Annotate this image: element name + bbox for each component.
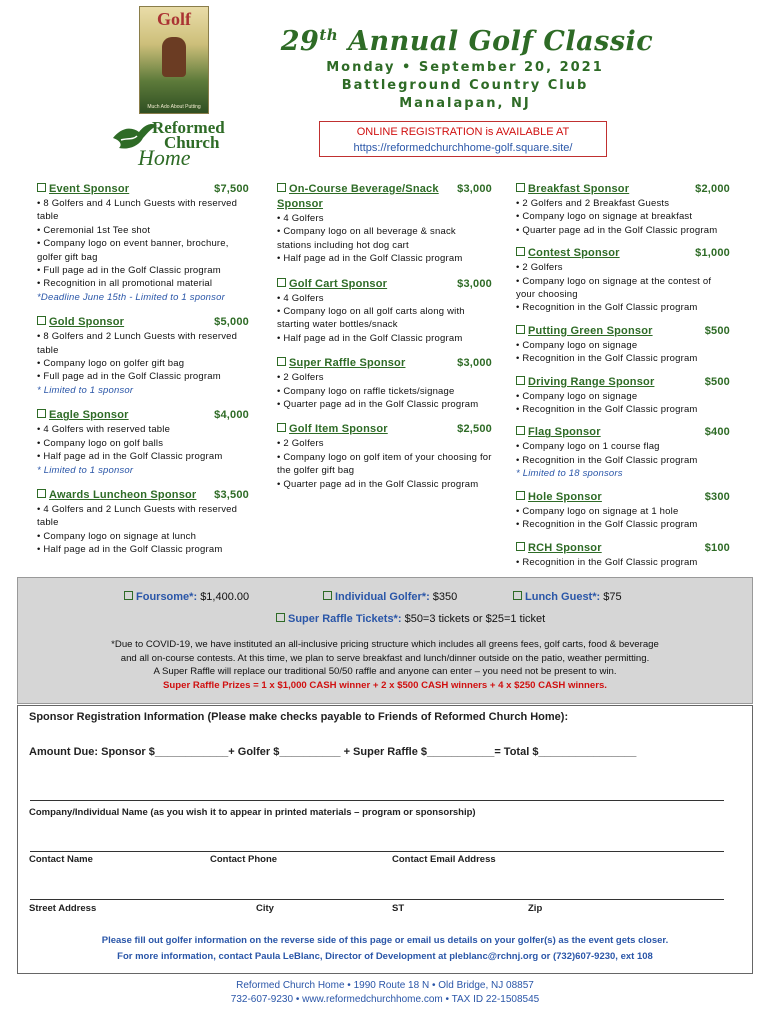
limit-note: * Limited to 1 sponsor	[37, 464, 134, 476]
contact-phone-label: Contact Phone	[210, 854, 278, 865]
benefit-item: • Recognition in all promotional material	[37, 278, 213, 290]
checkbox-icon[interactable]	[516, 491, 525, 500]
sponsor-price: $4,000	[214, 409, 249, 422]
sponsor-section	[516, 490, 730, 532]
benefit-item: • 8 Golfers and 4 Lunch Guests with reserved table	[37, 198, 238, 223]
benefit-item: • Recognition in the Golf Classic program	[516, 404, 698, 416]
benefit-item: • Half page ad in the Golf Classic program	[277, 253, 463, 265]
sponsor-name[interactable]: Eagle Sponsor	[49, 409, 129, 422]
benefit-item: • Company logo on golf item of your choosing for the golfer gift bag	[277, 451, 492, 477]
sponsor-heading[interactable]	[516, 490, 730, 505]
city-label: City	[256, 903, 274, 914]
sponsor-heading[interactable]	[37, 182, 249, 197]
benefit-item: • Full page ad in the Golf Classic program	[37, 265, 221, 277]
benefit-item: • Company logo on 1 course flag	[516, 441, 660, 453]
lunch-guest-option[interactable]: Lunch Guest*: $75	[513, 591, 622, 603]
sponsor-name[interactable]: Golf Cart Sponsor	[289, 277, 388, 290]
covid-notice: *Due to COVID-19, we have instituted an all-inclusive pricing structure which includes all greens fees, golf carts, food & beverage and all on-course contests. At this time, we plan to serve breakfast and lunch/dinner outside on the patio, weather permitting. A Super Raffle will replace our traditional 50/50 raffle and anyone can enter – you need not be present to win. Super Raffle Prizes = 1 x $1,000 CASH winner + 2 x $500 CASH winners + 4 x $250 CASH winners.	[26, 638, 744, 692]
sponsor-price: $7,500	[214, 183, 249, 195]
company-line[interactable]	[30, 800, 724, 801]
sponsor-heading[interactable]	[277, 277, 492, 292]
sponsor-price: $500	[704, 375, 730, 388]
benefit-item: • 4 Golfers	[277, 213, 324, 224]
amount-due-field[interactable]: Amount Due: Sponsor $____________+ Golfer $__________ + Super Raffle $___________= Total $________________	[29, 746, 637, 758]
benefit-item: • Recognition in the Golf Classic program	[516, 353, 698, 365]
benefit-item: • Quarter page ad in the Golf Classic program	[277, 399, 479, 411]
online-label: ONLINE REGISTRATION is AVAILABLE AT	[356, 126, 570, 138]
sponsor-section	[37, 182, 249, 304]
sponsor-heading[interactable]	[516, 246, 730, 261]
benefit-item: • 8 Golfers and 2 Lunch Guests with reserved table	[37, 331, 238, 356]
event-title: 29th Annual Golf Classic	[280, 26, 654, 57]
sponsor-price: $400	[704, 426, 730, 439]
sponsor-heading[interactable]	[516, 324, 730, 339]
benefit-item: • Company logo on signage at lunch	[37, 530, 197, 542]
sponsor-name[interactable]: RCH Sponsor	[528, 541, 602, 554]
benefit-item: • Recognition in the Golf Classic program	[516, 519, 698, 531]
sponsor-name[interactable]: Golf Item Sponsor	[289, 423, 388, 436]
benefit-item: • 4 Golfers	[277, 292, 324, 304]
sponsor-heading[interactable]	[516, 182, 730, 197]
poster-caption: Much Ado About Putting	[147, 104, 201, 110]
benefit-item: • Half page ad in the Golf Classic program	[37, 544, 223, 556]
sponsor-column-2	[277, 182, 492, 502]
sponsor-heading[interactable]	[516, 375, 730, 390]
sponsor-price: $1,000	[695, 247, 730, 260]
sponsor-section	[277, 277, 492, 346]
registration-form	[17, 705, 753, 974]
sponsor-name[interactable]: Gold Sponsor	[49, 316, 125, 329]
street-label: Street Address	[29, 903, 97, 914]
sponsor-section	[37, 488, 249, 557]
sponsor-section	[277, 356, 492, 411]
sponsor-section	[516, 182, 730, 237]
poster-title: Golf	[157, 9, 191, 29]
super-raffle-option[interactable]: Super Raffle Tickets*: $50=3 tickets or $25=1 ticket	[276, 613, 545, 625]
benefit-item: • Company logo on golf balls	[37, 437, 164, 449]
sponsor-section	[37, 315, 249, 397]
sponsor-section	[37, 408, 249, 477]
checkbox-icon[interactable]	[37, 409, 46, 418]
email-link[interactable]: pleblanc@rchnj.org	[449, 951, 539, 962]
sponsor-column-1	[37, 182, 249, 568]
benefit-item: • Company logo on golfer gift bag	[37, 358, 185, 370]
benefit-item: • Quarter page ad in the Golf Classic program	[277, 478, 479, 490]
benefit-item: • 2 Golfers and 2 Breakfast Guests	[516, 198, 670, 209]
checkbox-icon[interactable]	[37, 316, 46, 325]
sponsor-section	[277, 182, 492, 266]
sponsor-section	[516, 425, 730, 480]
benefit-item: • Half page ad in the Golf Classic program	[37, 451, 223, 463]
sponsor-price: $3,000	[457, 357, 492, 370]
online-registration-box	[319, 121, 607, 157]
event-date: Monday • September 20, 2021	[326, 60, 604, 75]
benefit-item: • Ceremonial 1st Tee shot	[37, 224, 151, 236]
checkbox-icon[interactable]	[516, 325, 525, 334]
limit-note: * Limited to 1 sponsor	[37, 384, 134, 396]
benefit-item: • 4 Golfers with reserved table	[37, 424, 171, 436]
company-label: Company/Individual Name (as you wish it to appear in printed materials – program or sponsorship)	[29, 807, 476, 818]
sponsor-section	[516, 375, 730, 417]
online-url-link[interactable]: https://reformedchurchhome-golf.square.site/	[353, 142, 573, 154]
sponsor-name[interactable]: Driving Range Sponsor	[528, 375, 655, 388]
sponsor-heading[interactable]	[37, 408, 249, 423]
footer-contact: 732-607-9230 • www.reformedchurchhome.com • TAX ID 22-1508545	[230, 994, 540, 1005]
contact-name-label: Contact Name	[29, 854, 93, 865]
sponsor-heading[interactable]	[516, 541, 730, 556]
sponsor-name[interactable]: Super Raffle Sponsor	[289, 357, 406, 370]
sponsor-name[interactable]: Event Sponsor	[49, 183, 130, 195]
zip-label: Zip	[528, 903, 543, 914]
contact-info-note: For more information, contact Paula LeBlanc, Director of Development at pleblanc@rchnj.org or (732)607-9230, ext 108	[117, 951, 653, 962]
sponsor-heading[interactable]	[277, 356, 492, 371]
benefit-item: • Company logo on raffle tickets/signage	[277, 385, 455, 397]
sponsor-price: $2,500	[457, 423, 492, 436]
logo-line1: Reformed	[152, 118, 225, 137]
event-venue: Battleground Country Club	[341, 78, 589, 93]
limit-note: * Limited to 18 sponsors	[516, 468, 623, 480]
checkbox-icon[interactable]	[37, 183, 46, 192]
benefit-item: • Half page ad in the Golf Classic program	[277, 332, 463, 344]
benefit-item: • Company logo on signage at the contest of your choosing	[516, 275, 712, 301]
benefit-item: • Company logo on all golf carts along with starting water bottles/snack	[277, 306, 465, 331]
sponsor-price: $3,000	[457, 277, 492, 290]
sponsor-price: $500	[704, 324, 730, 337]
event-town: Manalapan, NJ	[399, 96, 531, 111]
checkbox-icon[interactable]	[277, 423, 286, 432]
sponsor-heading[interactable]	[37, 315, 249, 330]
benefit-item: • 4 Golfers and 2 Lunch Guests with reserved table	[37, 503, 238, 529]
checkbox-icon[interactable]	[516, 542, 525, 551]
sponsor-section	[516, 246, 730, 315]
benefit-item: • Recognition in the Golf Classic program	[516, 454, 698, 466]
sponsor-price: $3,000	[457, 183, 492, 195]
sponsor-section	[277, 422, 492, 491]
sponsor-name[interactable]: Breakfast Sponsor	[528, 183, 630, 195]
benefit-item: • Recognition in the Golf Classic program	[516, 556, 698, 568]
checkbox-icon[interactable]	[277, 278, 286, 287]
benefit-item: • Full page ad in the Golf Classic program	[37, 371, 221, 383]
golfer-info-note: Please fill out golfer information on the reverse side of this page or email us details on your golfer(s) as the event gets closer.	[101, 935, 669, 946]
pricing-band	[17, 577, 753, 704]
sponsor-price: $5,000	[214, 316, 249, 329]
benefit-item: • Company logo on signage at breakfast	[516, 211, 693, 223]
logo-line3: Home	[138, 145, 191, 170]
checkbox-icon[interactable]	[516, 247, 525, 256]
form-heading: Sponsor Registration Information (Please make checks payable to Friends of Reformed Church Home):	[29, 711, 569, 723]
sponsor-section	[516, 541, 730, 569]
checkbox-icon[interactable]	[124, 591, 133, 600]
foursome-option[interactable]: Foursome*: $1,400.00	[124, 591, 249, 603]
footer-address: Reformed Church Home • 1990 Route 18 N • Old Bridge, NJ 08857	[236, 980, 534, 991]
benefit-item: • Company logo on signage at 1 hole	[516, 505, 679, 517]
checkbox-icon[interactable]	[516, 183, 525, 192]
sponsor-name[interactable]: On-Course Beverage/Snack Sponsor	[277, 183, 439, 210]
sponsor-name[interactable]: Contest Sponsor	[528, 247, 620, 260]
benefit-item: • 2 Golfers	[516, 262, 563, 274]
sponsor-heading[interactable]	[516, 425, 730, 440]
sponsor-name[interactable]: Awards Luncheon Sponsor	[49, 488, 197, 501]
address-line[interactable]	[30, 899, 724, 900]
checkbox-icon[interactable]	[516, 426, 525, 435]
reformed-church-home-logo	[138, 118, 225, 170]
sponsor-price: $100	[704, 541, 730, 554]
benefit-item: • 2 Golfers	[277, 372, 324, 384]
checkbox-icon[interactable]	[277, 183, 286, 192]
sponsor-column-3	[516, 182, 730, 578]
benefit-item: • Quarter page ad in the Golf Classic program	[516, 224, 718, 236]
raffle-prizes: Super Raffle Prizes = 1 x $1,000 CASH winner + 2 x $500 CASH winners + 4 x $250 CASH winners.	[163, 679, 607, 691]
checkbox-icon[interactable]	[516, 376, 525, 385]
checkbox-icon[interactable]	[276, 613, 285, 622]
sponsor-heading[interactable]	[277, 422, 492, 437]
sponsor-price: $3,500	[214, 488, 249, 501]
sponsor-name[interactable]: Putting Green Sponsor	[528, 324, 653, 337]
benefit-item: • Company logo on signage	[516, 390, 638, 402]
contact-line[interactable]	[30, 851, 724, 852]
benefit-item: • Company logo on event banner, brochure, golfer gift bag	[37, 238, 229, 263]
sponsor-heading[interactable]	[37, 488, 249, 503]
checkbox-icon[interactable]	[513, 591, 522, 600]
golf-poster-image	[139, 6, 209, 114]
checkbox-icon[interactable]	[323, 591, 332, 600]
contact-email-label: Contact Email Address	[392, 854, 496, 865]
sponsor-name[interactable]: Hole Sponsor	[528, 490, 602, 503]
individual-golfer-option[interactable]: Individual Golfer*: $350	[323, 591, 457, 603]
sponsor-section	[516, 324, 730, 366]
logo-line2: Church	[164, 133, 220, 152]
benefit-item: • Company logo on signage	[516, 339, 638, 351]
sponsor-price: $2,000	[695, 183, 730, 195]
checkbox-icon[interactable]	[37, 489, 46, 498]
sponsor-name[interactable]: Flag Sponsor	[528, 426, 601, 439]
sponsor-heading[interactable]	[277, 182, 492, 212]
limit-note: *Deadline June 15th - Limited to 1 sponsor	[37, 291, 225, 303]
benefit-item: • Company logo on all beverage & snack stations including hot dog cart	[277, 226, 456, 251]
sponsor-price: $300	[704, 490, 730, 503]
benefit-item: • 2 Golfers	[277, 438, 324, 450]
checkbox-icon[interactable]	[277, 357, 286, 366]
state-label: ST	[392, 903, 405, 914]
golfer-figure	[162, 37, 186, 77]
benefit-item: • Recognition in the Golf Classic program	[516, 302, 698, 314]
